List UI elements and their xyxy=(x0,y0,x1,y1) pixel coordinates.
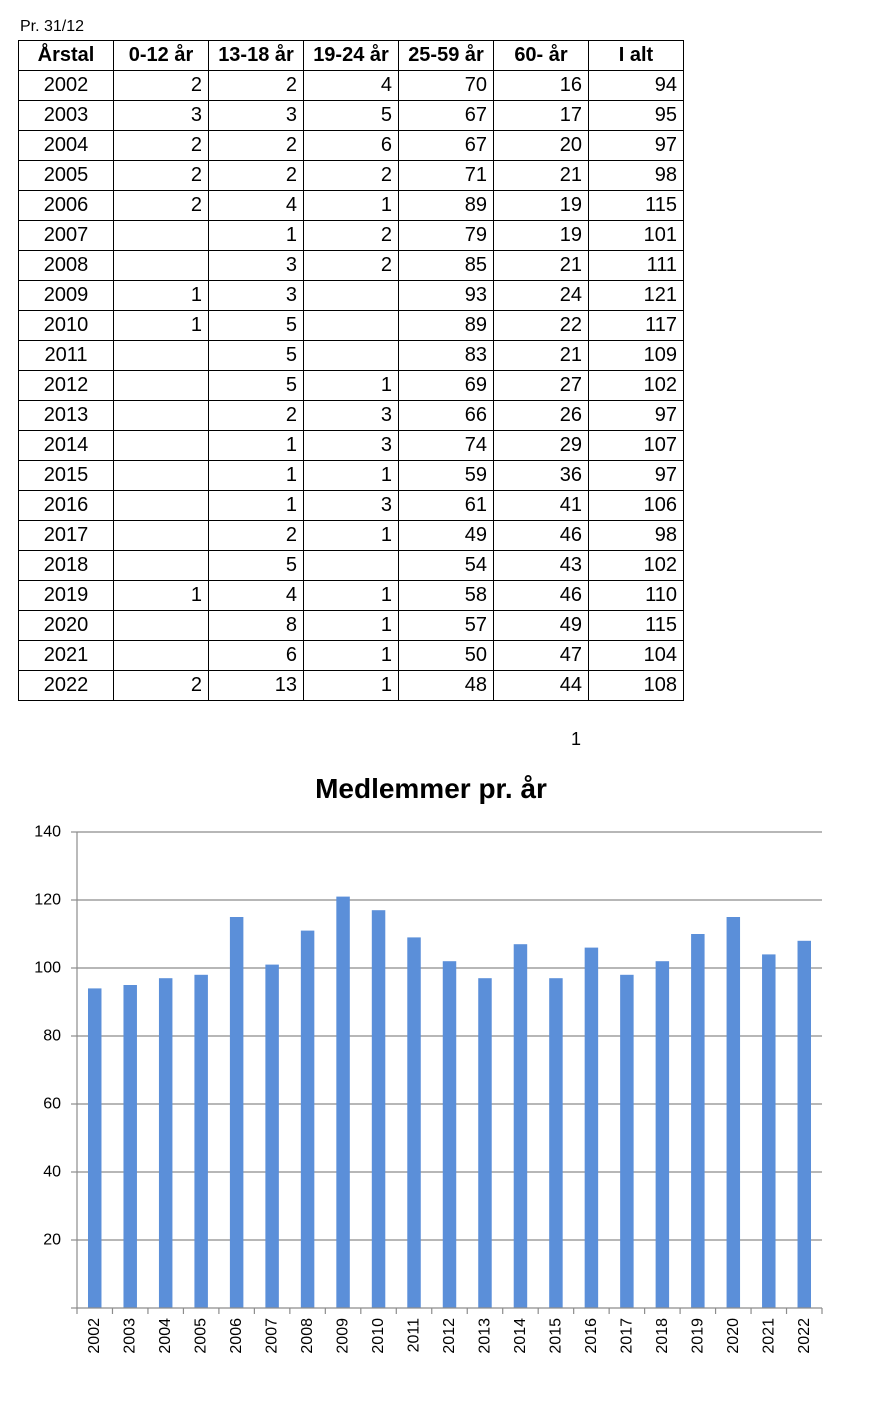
value-cell: 20 xyxy=(494,131,589,161)
value-cell: 1 xyxy=(114,311,209,341)
value-cell: 79 xyxy=(399,221,494,251)
value-cell xyxy=(114,371,209,401)
year-cell: 2002 xyxy=(19,71,114,101)
table-row xyxy=(19,311,684,341)
value-cell: 115 xyxy=(589,191,684,221)
value-cell: 3 xyxy=(304,491,399,521)
x-tick-label: 2012 xyxy=(441,1318,458,1354)
year-cell: 2009 xyxy=(19,281,114,311)
value-cell: 71 xyxy=(399,161,494,191)
bar-2002 xyxy=(88,988,101,1308)
x-tick-label: 2006 xyxy=(228,1318,246,1354)
year-cell: 2020 xyxy=(19,611,114,641)
year-cell: 2018 xyxy=(19,551,114,581)
value-cell xyxy=(114,641,209,671)
value-cell: 1 xyxy=(114,581,209,611)
value-cell: 70 xyxy=(399,71,494,101)
year-cell: 2017 xyxy=(19,521,114,551)
value-cell: 29 xyxy=(494,431,589,461)
table-row xyxy=(19,461,684,491)
value-cell: 67 xyxy=(399,131,494,161)
value-cell: 3 xyxy=(304,401,399,431)
bar-2022 xyxy=(798,941,811,1308)
year-cell: 2019 xyxy=(19,581,114,611)
table-row xyxy=(19,71,684,101)
value-cell xyxy=(304,311,399,341)
value-cell: 66 xyxy=(399,401,494,431)
value-cell: 2 xyxy=(114,671,209,701)
value-cell: 41 xyxy=(494,491,589,521)
year-cell: 2022 xyxy=(19,671,114,701)
value-cell: 107 xyxy=(589,431,684,461)
value-cell xyxy=(304,341,399,371)
y-tick-label: 140 xyxy=(34,823,61,841)
table-row xyxy=(19,131,684,161)
bar-2009 xyxy=(336,897,349,1308)
table-row xyxy=(19,281,684,311)
value-cell: 117 xyxy=(589,311,684,341)
bar-2005 xyxy=(194,975,207,1308)
value-cell: 85 xyxy=(399,251,494,281)
year-cell: 2014 xyxy=(19,431,114,461)
value-cell: 109 xyxy=(589,341,684,371)
bar-2007 xyxy=(265,965,278,1308)
value-cell xyxy=(114,491,209,521)
column-header: 19-24 år xyxy=(304,41,399,71)
table-row xyxy=(19,161,684,191)
value-cell: 36 xyxy=(494,461,589,491)
x-tick-label: 2003 xyxy=(121,1318,139,1354)
value-cell: 47 xyxy=(494,641,589,671)
value-cell: 2 xyxy=(209,131,304,161)
x-tick-label: 2021 xyxy=(760,1318,778,1354)
value-cell: 106 xyxy=(589,491,684,521)
table-row xyxy=(19,641,684,671)
value-cell: 2 xyxy=(114,161,209,191)
x-tick-label: 2013 xyxy=(476,1318,494,1354)
x-tick-label: 2007 xyxy=(263,1318,281,1354)
value-cell: 1 xyxy=(304,371,399,401)
value-cell: 48 xyxy=(399,671,494,701)
value-cell: 2 xyxy=(304,251,399,281)
value-cell: 3 xyxy=(114,101,209,131)
table-row xyxy=(19,671,684,701)
value-cell: 57 xyxy=(399,611,494,641)
year-cell: 2007 xyxy=(19,221,114,251)
value-cell xyxy=(114,251,209,281)
value-cell: 44 xyxy=(494,671,589,701)
value-cell: 49 xyxy=(399,521,494,551)
value-cell xyxy=(114,221,209,251)
value-cell: 4 xyxy=(304,71,399,101)
value-cell xyxy=(304,551,399,581)
value-cell: 89 xyxy=(399,191,494,221)
value-cell: 1 xyxy=(304,581,399,611)
value-cell: 97 xyxy=(589,461,684,491)
year-cell: 2011 xyxy=(19,341,114,371)
x-tick-label: 2017 xyxy=(618,1318,636,1354)
table-row xyxy=(19,371,684,401)
value-cell: 5 xyxy=(209,551,304,581)
value-cell: 49 xyxy=(494,611,589,641)
table-row xyxy=(19,401,684,431)
x-tick-label: 2016 xyxy=(582,1318,600,1354)
x-tick-label: 2005 xyxy=(192,1318,210,1354)
value-cell xyxy=(114,521,209,551)
table-row xyxy=(19,221,684,251)
column-header: 0-12 år xyxy=(114,41,209,71)
table-row xyxy=(19,521,684,551)
value-cell: 21 xyxy=(494,341,589,371)
value-cell: 2 xyxy=(209,401,304,431)
value-cell: 2 xyxy=(114,131,209,161)
bar-2013 xyxy=(478,978,491,1308)
x-tick-label: 2008 xyxy=(299,1318,317,1354)
bar-2004 xyxy=(159,978,172,1308)
value-cell: 98 xyxy=(589,521,684,551)
y-tick-label: 60 xyxy=(43,1095,61,1113)
value-cell: 98 xyxy=(589,161,684,191)
value-cell: 111 xyxy=(589,251,684,281)
value-cell: 97 xyxy=(589,131,684,161)
value-cell: 6 xyxy=(304,131,399,161)
membership-table xyxy=(18,40,684,701)
year-cell: 2013 xyxy=(19,401,114,431)
year-cell: 2005 xyxy=(19,161,114,191)
value-cell: 21 xyxy=(494,251,589,281)
bar-2003 xyxy=(123,985,136,1308)
table-row xyxy=(19,251,684,281)
value-cell: 26 xyxy=(494,401,589,431)
x-tick-label: 2002 xyxy=(86,1318,104,1354)
bar-2008 xyxy=(301,931,314,1308)
x-tick-label: 2020 xyxy=(724,1318,742,1354)
value-cell: 16 xyxy=(494,71,589,101)
bar-2014 xyxy=(514,944,527,1308)
value-cell: 46 xyxy=(494,581,589,611)
value-cell: 2 xyxy=(114,191,209,221)
value-cell xyxy=(114,401,209,431)
value-cell: 101 xyxy=(589,221,684,251)
value-cell: 19 xyxy=(494,191,589,221)
value-cell: 1 xyxy=(304,521,399,551)
year-cell: 2003 xyxy=(19,101,114,131)
y-tick-label: 80 xyxy=(43,1027,61,1045)
bar-2011 xyxy=(407,937,420,1308)
value-cell: 108 xyxy=(589,671,684,701)
value-cell: 2 xyxy=(114,71,209,101)
table-row xyxy=(19,491,684,521)
value-cell xyxy=(114,551,209,581)
value-cell: 102 xyxy=(589,371,684,401)
y-tick-label: 20 xyxy=(43,1231,61,1249)
bar-2018 xyxy=(656,961,669,1308)
value-cell: 1 xyxy=(114,281,209,311)
x-tick-label: 2011 xyxy=(405,1318,423,1353)
year-cell: 2016 xyxy=(19,491,114,521)
value-cell: 1 xyxy=(304,641,399,671)
x-tick-label: 2010 xyxy=(370,1318,388,1354)
bar-2010 xyxy=(372,910,385,1308)
y-tick-label: 40 xyxy=(43,1163,61,1181)
bar-2012 xyxy=(443,961,456,1308)
bars xyxy=(88,897,811,1308)
value-cell: 59 xyxy=(399,461,494,491)
value-cell: 4 xyxy=(209,581,304,611)
value-cell: 13 xyxy=(209,671,304,701)
value-cell: 6 xyxy=(209,641,304,671)
value-cell: 8 xyxy=(209,611,304,641)
value-cell: 2 xyxy=(304,161,399,191)
value-cell: 50 xyxy=(399,641,494,671)
value-cell: 4 xyxy=(209,191,304,221)
value-cell: 46 xyxy=(494,521,589,551)
table-row xyxy=(19,581,684,611)
members-bar-chart xyxy=(0,760,884,1420)
value-cell: 104 xyxy=(589,641,684,671)
value-cell: 110 xyxy=(589,581,684,611)
bar-2017 xyxy=(620,975,633,1308)
value-cell: 2 xyxy=(209,161,304,191)
value-cell xyxy=(304,281,399,311)
column-header: 60- år xyxy=(494,41,589,71)
x-tick-label: 2015 xyxy=(547,1318,565,1354)
value-cell: 1 xyxy=(304,461,399,491)
year-cell: 2008 xyxy=(19,251,114,281)
value-cell: 58 xyxy=(399,581,494,611)
value-cell: 69 xyxy=(399,371,494,401)
x-tick-label: 2022 xyxy=(795,1318,813,1354)
y-tick-labels xyxy=(34,824,61,1249)
value-cell: 17 xyxy=(494,101,589,131)
value-cell: 1 xyxy=(209,431,304,461)
table-row xyxy=(19,431,684,461)
x-tick-label: 2004 xyxy=(157,1318,175,1354)
year-cell: 2006 xyxy=(19,191,114,221)
value-cell: 21 xyxy=(494,161,589,191)
column-header: 25-59 år xyxy=(399,41,494,71)
table-row xyxy=(19,341,684,371)
bar-2015 xyxy=(549,978,562,1308)
value-cell: 121 xyxy=(589,281,684,311)
x-tick-label: 2018 xyxy=(653,1318,671,1354)
value-cell: 54 xyxy=(399,551,494,581)
value-cell xyxy=(114,341,209,371)
value-cell: 3 xyxy=(209,101,304,131)
value-cell: 3 xyxy=(209,251,304,281)
value-cell xyxy=(114,431,209,461)
value-cell: 5 xyxy=(209,371,304,401)
value-cell: 1 xyxy=(304,611,399,641)
value-cell: 61 xyxy=(399,491,494,521)
x-tick-label: 2014 xyxy=(511,1318,529,1354)
date-note: Pr. 31/12 xyxy=(20,18,85,35)
value-cell: 74 xyxy=(399,431,494,461)
bar-2006 xyxy=(230,917,243,1308)
table-row xyxy=(19,551,684,581)
value-cell xyxy=(114,461,209,491)
value-cell: 67 xyxy=(399,101,494,131)
value-cell: 19 xyxy=(494,221,589,251)
value-cell: 5 xyxy=(209,341,304,371)
bar-2016 xyxy=(585,948,598,1308)
value-cell: 115 xyxy=(589,611,684,641)
value-cell: 1 xyxy=(209,491,304,521)
value-cell: 102 xyxy=(589,551,684,581)
table-row xyxy=(19,611,684,641)
value-cell: 1 xyxy=(209,221,304,251)
year-cell: 2015 xyxy=(19,461,114,491)
x-tick-labels xyxy=(86,1318,813,1354)
value-cell: 1 xyxy=(209,461,304,491)
value-cell: 1 xyxy=(304,191,399,221)
year-cell: 2021 xyxy=(19,641,114,671)
value-cell: 2 xyxy=(209,71,304,101)
value-cell: 1 xyxy=(304,671,399,701)
bar-2019 xyxy=(691,934,704,1308)
value-cell: 89 xyxy=(399,311,494,341)
value-cell xyxy=(114,611,209,641)
column-header: 13-18 år xyxy=(209,41,304,71)
value-cell: 2 xyxy=(304,221,399,251)
value-cell: 24 xyxy=(494,281,589,311)
y-tick-label: 120 xyxy=(34,891,61,909)
value-cell: 3 xyxy=(304,431,399,461)
value-cell: 2 xyxy=(209,521,304,551)
x-tick-label: 2009 xyxy=(334,1318,352,1354)
year-cell: 2012 xyxy=(19,371,114,401)
x-tick-label: 2019 xyxy=(689,1318,707,1354)
value-cell: 27 xyxy=(494,371,589,401)
table-header-row xyxy=(19,41,684,71)
year-cell: 2010 xyxy=(19,311,114,341)
stray-cell-value: 1 xyxy=(571,729,582,749)
table-row xyxy=(19,191,684,221)
year-cell: 2004 xyxy=(19,131,114,161)
y-tick-label: 100 xyxy=(34,959,61,977)
value-cell: 94 xyxy=(589,71,684,101)
value-cell: 83 xyxy=(399,341,494,371)
table-row xyxy=(19,101,684,131)
value-cell: 3 xyxy=(209,281,304,311)
bar-2020 xyxy=(727,917,740,1308)
value-cell: 5 xyxy=(209,311,304,341)
chart-title: Medlemmer pr. år xyxy=(315,773,547,804)
table-body xyxy=(19,71,684,701)
value-cell: 93 xyxy=(399,281,494,311)
bar-2021 xyxy=(762,954,775,1308)
column-header: Årstal xyxy=(19,41,114,71)
value-cell: 5 xyxy=(304,101,399,131)
value-cell: 43 xyxy=(494,551,589,581)
value-cell: 95 xyxy=(589,101,684,131)
column-header: I alt xyxy=(589,41,684,71)
value-cell: 22 xyxy=(494,311,589,341)
value-cell: 97 xyxy=(589,401,684,431)
